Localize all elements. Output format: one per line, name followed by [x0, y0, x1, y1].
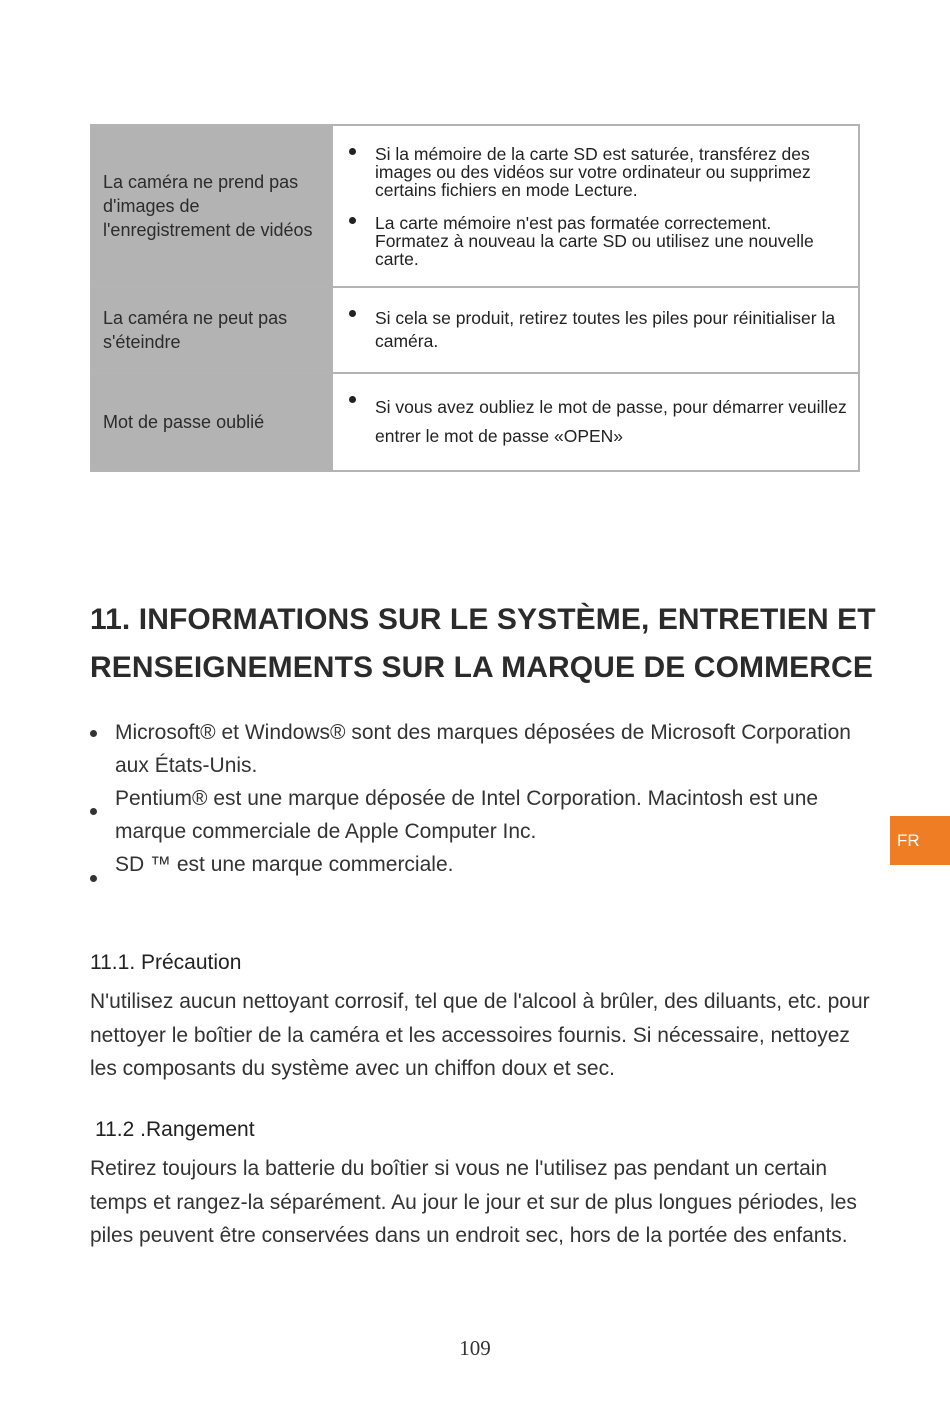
precaution-text: N'utilisez aucun nettoyant corrosif, tel que de l'alcool à brûler, des diluants, etc. pour nettoyer le boîtier de la caméra et les accessoires fournis. Si nécessaire, nettoyez les composants du système avec un chiffon doux et sec. — [90, 990, 870, 1080]
bullet-icon — [349, 310, 356, 317]
trademark-text: Microsoft® et Windows® sont des marques déposées de Microsoft Corporation aux États-Unis. — [115, 721, 851, 777]
trademark-text: Pentium® est une marque déposée de Intel Corporation. Macintosh est une marque commerciale de Apple Computer Inc. — [115, 787, 819, 843]
trademark-text: SD ™ est une marque commerciale. — [115, 853, 454, 876]
bullet-icon — [349, 217, 356, 224]
problem-cell: Mot de passe oublié — [91, 373, 332, 471]
solution-list — [347, 145, 848, 268]
bullet-icon — [349, 148, 356, 155]
section-title: 11. INFORMATIONS SUR LE SYSTÈME, ENTRETIEN ET RENSEIGNEMENTS SUR LA MARQUE DE COMMERCE — [90, 603, 876, 684]
problem-cell: La caméra ne peut pas s'éteindre — [91, 287, 332, 373]
solution-text: Si la mémoire de la carte SD est saturée, transférez des images ou des vidéos sur votre ordinateur ou supprimez certains fichiers en mode Lecture. — [375, 143, 811, 200]
trademark-list — [90, 716, 880, 881]
language-tab-label: FR — [897, 830, 920, 850]
bullet-icon — [349, 396, 356, 403]
solution-text: Si vous avez oubliez le mot de passe, pour démarrer veuillez entrer le mot de passe «OPEN» — [375, 397, 847, 446]
table-row — [91, 373, 859, 471]
trademark-item — [90, 716, 880, 782]
solution-item — [347, 214, 848, 268]
bullet-icon — [90, 808, 97, 815]
bullet-icon — [90, 875, 97, 882]
table-row — [91, 125, 859, 287]
solution-list — [347, 393, 848, 451]
solution-list — [347, 307, 848, 353]
storage-text: Retirez toujours la batterie du boîtier si vous ne l'utilisez pas pendant un certain temps et rangez-la séparément. Au jour le jour et sur de plus longues périodes, les piles peuvent être conservées dans un endroit sec, hors de la portée des enfants. — [90, 1157, 857, 1247]
solution-text: La carte mémoire n'est pas formatée correctement. Formatez à nouveau la carte SD ou utilisez une nouvelle carte. — [375, 212, 814, 269]
troubleshooting-table — [90, 124, 860, 472]
solution-item — [347, 307, 848, 353]
solution-item — [347, 145, 848, 199]
solution-cell — [332, 125, 859, 287]
trademark-item — [90, 848, 880, 881]
storage-title: 11.2 .Rangement — [95, 1118, 255, 1141]
page-number: 109 — [459, 1336, 491, 1360]
solution-item — [347, 393, 848, 451]
table-row — [91, 287, 859, 373]
precaution-title: 11.1. Précaution — [90, 951, 242, 974]
problem-cell: La caméra ne prend pas d'images de l'enregistrement de vidéos — [91, 125, 332, 287]
bullet-icon — [90, 730, 97, 737]
language-tab — [890, 816, 950, 865]
solution-cell — [332, 373, 859, 471]
trademark-item — [90, 782, 880, 848]
solution-text: Si cela se produit, retirez toutes les piles pour réinitialiser la caméra. — [375, 308, 836, 351]
solution-cell — [332, 287, 859, 373]
